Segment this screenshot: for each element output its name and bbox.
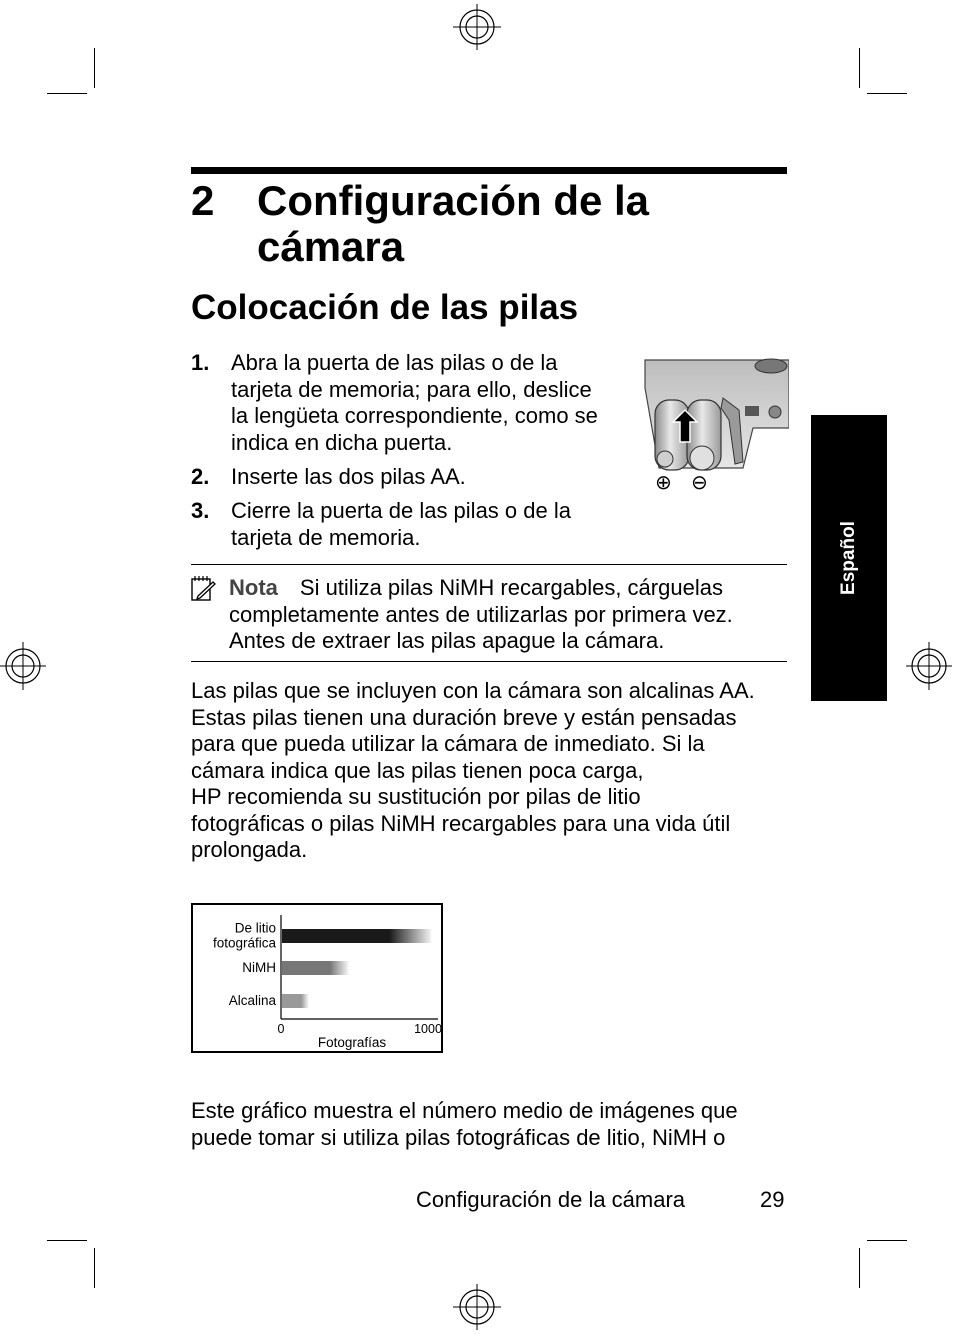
registration-mark-icon xyxy=(0,641,46,691)
chart-category-label: fotográfica xyxy=(212,935,276,951)
step-line: Cierre la puerta de las pilas o de la xyxy=(231,498,571,523)
section-title: Colocación de las pilas xyxy=(191,288,579,327)
battery-chart-svg xyxy=(193,905,441,1051)
note-icon xyxy=(190,574,216,602)
note-text: Si utiliza pilas NiMH recargables, cárguelas completamente antes de utilizarlas por primera vez. Antes de extraer las pilas apague la cámara. xyxy=(229,575,733,653)
crop-mark xyxy=(867,1240,907,1241)
note-rule-bottom xyxy=(191,661,787,662)
step-2 xyxy=(191,464,631,492)
step-line: tarjeta de memoria. xyxy=(231,524,421,550)
registration-mark-icon xyxy=(452,1284,502,1330)
language-tab-label: Español xyxy=(838,521,859,595)
chart-tick-label: 0 xyxy=(277,1022,285,1036)
note-rule-top xyxy=(191,564,787,565)
step-number: 2. xyxy=(191,464,210,489)
chart-category-label: Alcalina xyxy=(228,993,276,1008)
step-number: 3. xyxy=(191,498,210,523)
registration-mark-icon xyxy=(906,641,952,691)
chart-bar xyxy=(282,929,431,943)
minus-terminal-icon: ⊖ xyxy=(691,470,708,494)
crop-mark xyxy=(867,93,907,94)
step-number: 1. xyxy=(191,350,210,375)
chapter-rule xyxy=(191,167,787,174)
note-block xyxy=(229,575,789,655)
step-line: tarjeta de memoria; para ello, deslice xyxy=(231,376,592,402)
crop-mark xyxy=(859,48,860,88)
step-text xyxy=(231,350,598,456)
body-paragraph-2: Este gráfico muestra el número medio de imágenes que puede tomar si utiliza pilas fotográficas de litio, NiMH o xyxy=(191,1098,738,1150)
step-1 xyxy=(191,350,631,460)
crop-mark xyxy=(47,1240,87,1241)
chapter-title: Configuración de la cámara xyxy=(257,177,650,270)
page-number: 29 xyxy=(760,1187,785,1212)
registration-mark-icon xyxy=(452,4,502,50)
step-line: Abra la puerta de las pilas o de la xyxy=(231,350,558,375)
chart-category-label: De litio xyxy=(234,920,276,936)
chart-bar xyxy=(282,961,349,975)
language-tab xyxy=(811,415,887,701)
chart-bar xyxy=(282,994,309,1008)
step-text xyxy=(231,498,571,551)
crop-mark xyxy=(859,1248,860,1288)
crop-mark xyxy=(47,93,87,94)
body-paragraph: Las pilas que se incluyen con la cámara son alcalinas AA. Estas pilas tienen una duración breve y están pensadas para que pueda utilizar la cámara de inmediato. Si la cámara indica que las pilas tienen poca carga, HP recomienda su sustitución por pilas de litio fotográficas o pilas NiMH recargables para una vida útil prolongada. xyxy=(191,678,755,862)
crop-mark xyxy=(94,1248,95,1288)
chart-x-label: Fotografías xyxy=(317,1035,387,1050)
step-line: Inserte las dos pilas AA. xyxy=(231,464,466,489)
step-line: indica en dicha puerta. xyxy=(231,429,453,455)
crop-mark xyxy=(94,48,95,88)
footer-title: Configuración de la cámara xyxy=(416,1187,686,1212)
step-3 xyxy=(191,498,631,554)
step-line: la lengüeta correspondiente, como se xyxy=(231,403,598,428)
chart-tick-label: 1000 xyxy=(414,1022,441,1036)
note-label: Nota xyxy=(229,575,278,600)
plus-terminal-icon: ⊕ xyxy=(655,470,672,494)
step-text xyxy=(231,464,466,491)
chart-category-label: NiMH xyxy=(242,960,276,975)
battery-life-chart xyxy=(191,903,443,1053)
chapter-number: 2 xyxy=(191,177,215,224)
